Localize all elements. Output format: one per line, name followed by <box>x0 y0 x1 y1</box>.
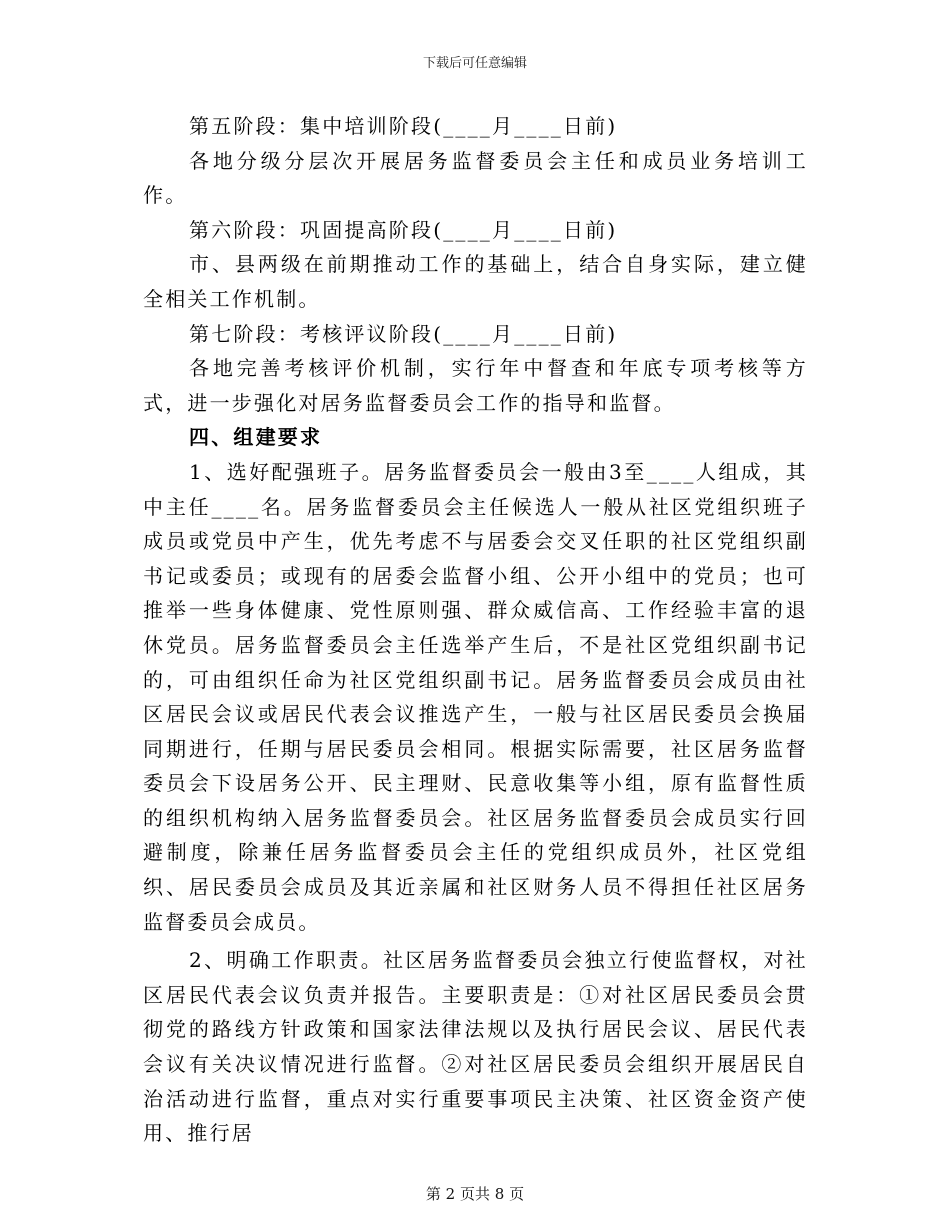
stage6-text: 市、县两级在前期推动工作的基础上，结合自身实际，建立健全相关工作机制。 <box>143 252 808 311</box>
section4-heading: 四、组建要求 <box>189 425 323 450</box>
requirement-item-1: 1、选好配强班子。居务监督委员会一般由3至____人组成，其中主任____名。居务监督委员会主任候选人一般从社区党组织班子成员或党员中产生，优先考虑不与居委会交叉任职的社区党组织副书记或委员；或现有的居委会监督小组、公开小组中的党员；也可推举一些身体健康、党性原则强、群众威信高、工作经验丰富的退休党员。居务监督委员会主任选举产生后，不是社区党组织副书记的，可由组织任命为社区党组织副书记。居务监督委员会成员由社区居民会议或居民代表会议推选产生，一般与社区居民委员会换届同期进行，任期与居民委员会相同。根据实际需要，社区居务监督委员会下设居务公开、民主理财、民意收集等小组，原有监督性质的组织机构纳入居务监督委员会。社区居务监督委员会成员实行回避制度，除兼任居务监督委员会主任的党组织成员外，社区党组织、居民委员会成员及其近亲属和社区财务人员不得担任社区居务监督委员会成员。 <box>143 459 808 934</box>
page-header: 下载后可任意编辑 <box>422 56 527 71</box>
stage6-title: 第六阶段：巩固提高阶段(____月____日前) <box>189 217 618 242</box>
document-body <box>143 109 808 1151</box>
stage7-title: 第七阶段：考核评议阶段(____月____日前) <box>189 321 618 346</box>
page-footer: 第 2 页共 8 页 <box>425 1185 525 1203</box>
requirement-item-2: 2、明确工作职责。社区居务监督委员会独立行使监督权，对社区居民代表会议负责并报告。主要职责是：①对社区居民委员会贯彻党的路线方针政策和国家法律法规以及执行居民会议、居民代表会议有关决议情况进行监督。②对社区居民委员会组织开展居民自治活动进行监督，重点对实行重要事项民主决策、社区资金资产使用、推行居 <box>143 948 808 1146</box>
stage5-text: 各地分级分层次开展居务监督委员会主任和成员业务培训工作。 <box>143 148 808 208</box>
stage5-title: 第五阶段：集中培训阶段(____月____日前) <box>189 114 618 138</box>
stage7-text: 各地完善考核评价机制，实行年中督查和年底专项考核等方式，进一步强化对居务监督委员会工作的指导和监督。 <box>143 356 808 415</box>
